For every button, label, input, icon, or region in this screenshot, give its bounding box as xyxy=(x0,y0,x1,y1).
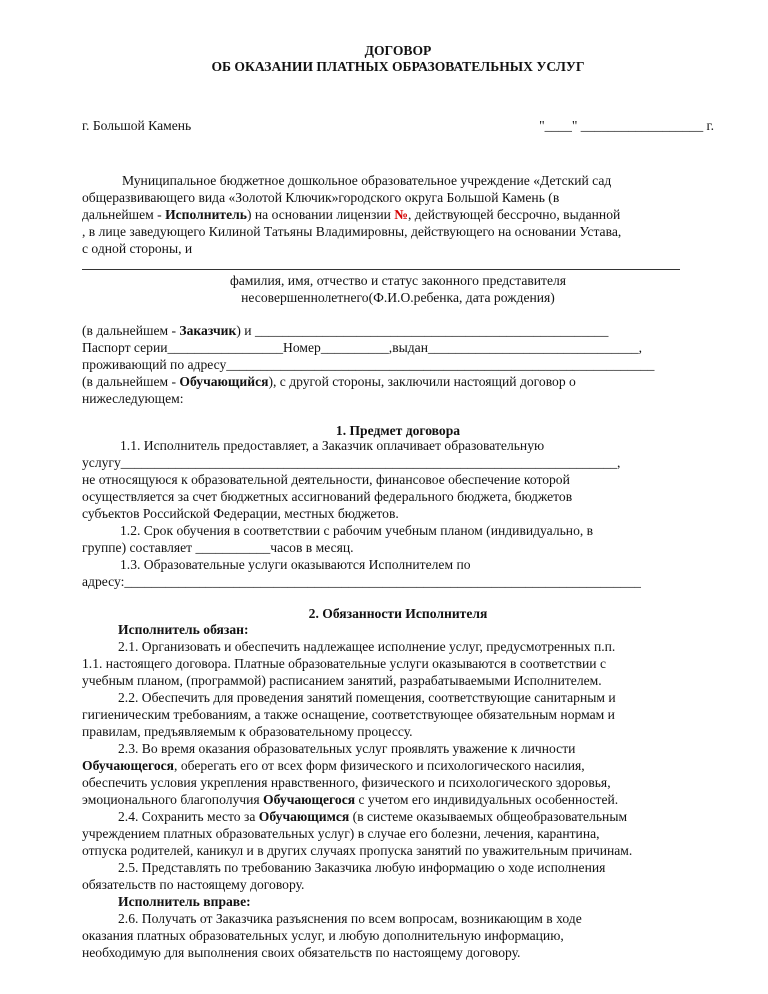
clause-2-1: 1.1. настоящего договора. Платные образовательные услуги оказываются в соответствии с xyxy=(82,656,607,671)
clause-1-3: адресу:____________________________________________________________________________ xyxy=(82,574,641,589)
city: г. Большой Камень xyxy=(82,118,192,133)
clause-2-4 xyxy=(82,808,714,825)
intro-line: Муниципальное бюджетное дошкольное образовательное учреждение «Детский сад xyxy=(122,173,612,188)
clause-1-1: услугу_________________________________________________________________________, xyxy=(82,455,621,470)
clause-text: (в системе оказываемых общеобразовательным xyxy=(349,809,628,824)
clause-1-1: осуществляется за счет бюджетных ассигнований федерального бюджета, бюджетов xyxy=(82,489,573,504)
clause-text: с учетом его индивидуальных особенностей. xyxy=(355,792,619,807)
rep-caption: несовершеннолетнего(Ф.И.О.ребенка, дата рождения) xyxy=(241,290,555,305)
customer-term: Заказчик xyxy=(179,323,237,338)
clause-1-2: 1.2. Срок обучения в соответствии с рабочим учебным планом (индивидуально, в xyxy=(120,523,594,538)
clause-2-5: обязательств по настоящему договору. xyxy=(82,877,305,892)
customer-text: (в дальнейшем - xyxy=(82,323,180,338)
clause-2-4: отпуска родителей, каникул и в других случаях пропуска занятий по уважительным причинам. xyxy=(82,843,633,858)
clause-2-6: 2.6. Получать от Заказчика разъяснения по всем вопросам, возникающим в ходе xyxy=(118,911,582,926)
clause-2-6: необходимую для выполнения своих обязательств по настоящему договору. xyxy=(82,945,521,960)
clause-text: эмоционального благополучия xyxy=(82,792,264,807)
clause-2-1: 2.1. Организовать и обеспечить надлежащее исполнение услуг, предусмотренных п.п. xyxy=(118,639,616,654)
executor-term: Исполнитель xyxy=(165,207,247,222)
doc-title-line1: ДОГОВОР xyxy=(364,43,432,58)
subheading: Исполнитель обязан: xyxy=(118,622,249,637)
clause-2-3: 2.3. Во время оказания образовательных услуг проявлять уважение к личности xyxy=(118,741,576,756)
doc-title-line2: ОБ ОКАЗАНИИ ПЛАТНЫХ ОБРАЗОВАТЕЛЬНЫХ УСЛУГ xyxy=(211,59,585,74)
student-term: Обучающегося xyxy=(82,758,175,773)
rep-caption: фамилия, имя, отчество и статус законного представителя xyxy=(229,273,567,288)
intro-line: с одной стороны, и xyxy=(82,241,193,256)
clause-text: , оберегать его от всех форм физического и психологического насилия, xyxy=(174,758,585,773)
clause-2-3 xyxy=(82,757,714,774)
intro-line xyxy=(82,206,714,223)
customer-line: нижеследующем: xyxy=(82,391,184,406)
subheading: Исполнитель вправе: xyxy=(118,894,251,909)
customer-line xyxy=(82,322,714,339)
customer-text: ) и ____________________________________________________ xyxy=(236,323,609,338)
clause-1-1: не относящуюся к образовательной деятельности, финансовое обеспечение которой xyxy=(82,472,570,487)
student-term: Обучающимся xyxy=(258,809,350,824)
intro-text: ) на основании лицензии xyxy=(246,207,395,222)
clause-text: 2.4. Сохранить место за xyxy=(118,809,259,824)
license-number: № xyxy=(394,207,408,222)
passport-line: Паспорт серии_________________Номер__________,выдан_______________________________, xyxy=(82,340,643,355)
contract-date: "____" __________________ г. xyxy=(539,118,714,133)
intro-text: дальнейшем - xyxy=(82,207,166,222)
clause-2-3: обеспечить условия укрепления нравственного, физического и психологического здоровья, xyxy=(82,775,611,790)
clause-2-3 xyxy=(82,791,714,808)
customer-text: ), с другой стороны, заключили настоящий договор о xyxy=(268,374,576,389)
customer-line xyxy=(82,373,714,390)
section1-title: 1. Предмет договора xyxy=(335,423,461,438)
section2-title: 2. Обязанности Исполнителя xyxy=(308,606,488,621)
intro-text: , действующей бессрочно, выданной xyxy=(407,207,621,222)
clause-2-2: правилам, предъявляемым к образовательному процессу. xyxy=(82,724,413,739)
student-term: Обучающийся xyxy=(179,374,269,389)
clause-1-1: 1.1. Исполнитель предоставляет, а Заказчик оплачивает образовательную xyxy=(120,438,545,453)
student-term: Обучающегося xyxy=(263,792,356,807)
clause-2-1: учебным планом, (программой) расписанием занятий, разрабатываемыми Исполнителем. xyxy=(82,673,602,688)
clause-2-2: гигиеническим требованиям, а также оснащение, соответствующее обязательным нормам и xyxy=(82,707,615,722)
clause-2-2: 2.2. Обеспечить для проведения занятий помещения, соответствующие санитарным и xyxy=(118,690,616,705)
clause-1-1: субъектов Российской Федерации, местных бюджетов. xyxy=(82,506,399,521)
clause-1-2: группе) составляет ___________часов в месяц. xyxy=(82,540,354,555)
address-line: проживающий по адресу_______________________________________________________________ xyxy=(82,357,655,372)
customer-text: (в дальнейшем - xyxy=(82,374,180,389)
intro-line: общеразвивающего вида «Золотой Ключик»городского округа Большой Камень (в xyxy=(82,190,560,205)
clause-1-3: 1.3. Образовательные услуги оказываются Исполнителем по xyxy=(120,557,471,572)
intro-line: , в лице заведующего Килиной Татьяны Владимировны, действующего на основании Устава, xyxy=(82,224,622,239)
clause-2-6: оказания платных образовательных услуг, и любую дополнительную информацию, xyxy=(82,928,564,943)
clause-2-4: учреждением платных образовательных услуг) в случае его болезни, лечения, карантина, xyxy=(82,826,600,841)
representative-blank[interactable] xyxy=(82,269,680,270)
clause-2-5: 2.5. Представлять по требованию Заказчика любую информацию о ходе исполнения xyxy=(118,860,606,875)
